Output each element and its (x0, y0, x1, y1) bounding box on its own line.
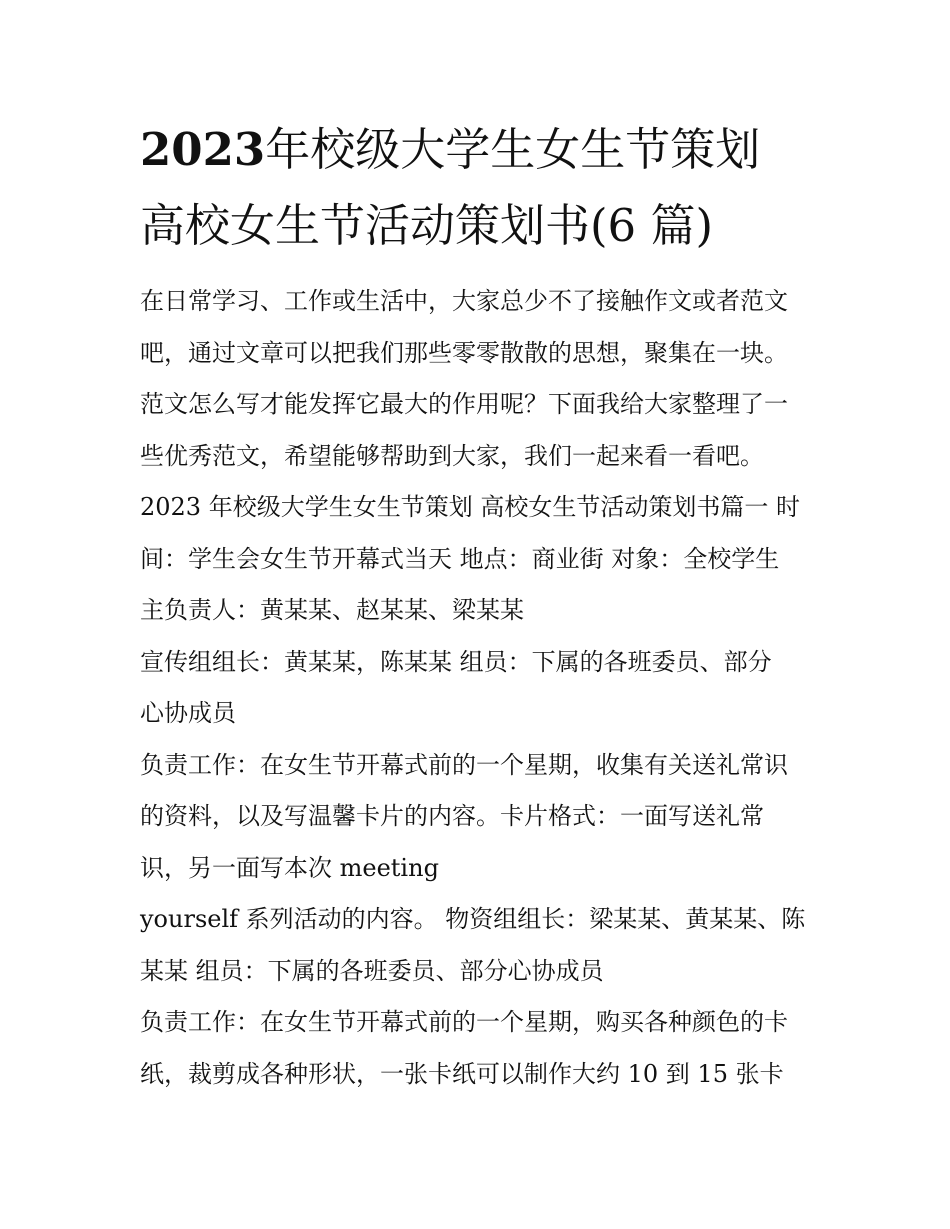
body-line: yourself 系列活动的内容。 物资组组长：梁某某、黄某某、陈 (140, 905, 806, 933)
title-line-1-text: 年校级大学生女生节策划 (265, 123, 761, 176)
body-line: 识，另一面写本次 meeting (140, 853, 439, 882)
document-title (140, 112, 830, 264)
body-line: 负责工作：在女生节开幕式前的一个星期，购买各种颜色的卡 (140, 1008, 788, 1036)
body-line: 的资料，以及写温馨卡片的内容。卡片格式：一面写送礼常 (140, 802, 764, 830)
body-line: 吧，通过文章可以把我们那些零零散散的思想，聚集在一块。 (140, 338, 788, 367)
title-line-1 (140, 112, 830, 188)
body-line: 范文怎么写才能发挥它最大的作用呢？下面我给大家整理了一 (140, 390, 788, 418)
title-line-2 (140, 188, 830, 264)
body-line: 纸，裁剪成各种形状，一张卡纸可以制作大约 10 到 15 张卡 (140, 1059, 784, 1088)
body-line: 心协成员 (140, 699, 236, 727)
body-line: 主负责人：黄某某、赵某某、梁某某 (140, 596, 524, 624)
document-content (140, 112, 830, 1100)
body-text (140, 276, 830, 1100)
title-year: 2023 (140, 123, 266, 176)
body-line: 宣传组组长：黄某某，陈某某 组员：下属的各班委员、部分 (140, 647, 772, 676)
body-line: 在日常学习、工作或生活中，大家总少不了接触作文或者范文 (140, 287, 788, 315)
body-line: 负责工作：在女生节开幕式前的一个星期，收集有关送礼常识 (140, 750, 788, 779)
title-line-2-text: 高校女生节活动策划书(6 篇) (140, 199, 714, 252)
body-line: 2023 年校级大学生女生节策划 高校女生节活动策划书篇一 时 (140, 493, 800, 521)
body-line: 些优秀范文，希望能够帮助到大家，我们一起来看一看吧。 (140, 441, 764, 470)
body-line: 间：学生会女生节开幕式当天 地点：商业街 对象：全校学生 (140, 544, 780, 573)
body-line: 某某 组员：下属的各班委员、部分心协成员 (140, 956, 604, 985)
